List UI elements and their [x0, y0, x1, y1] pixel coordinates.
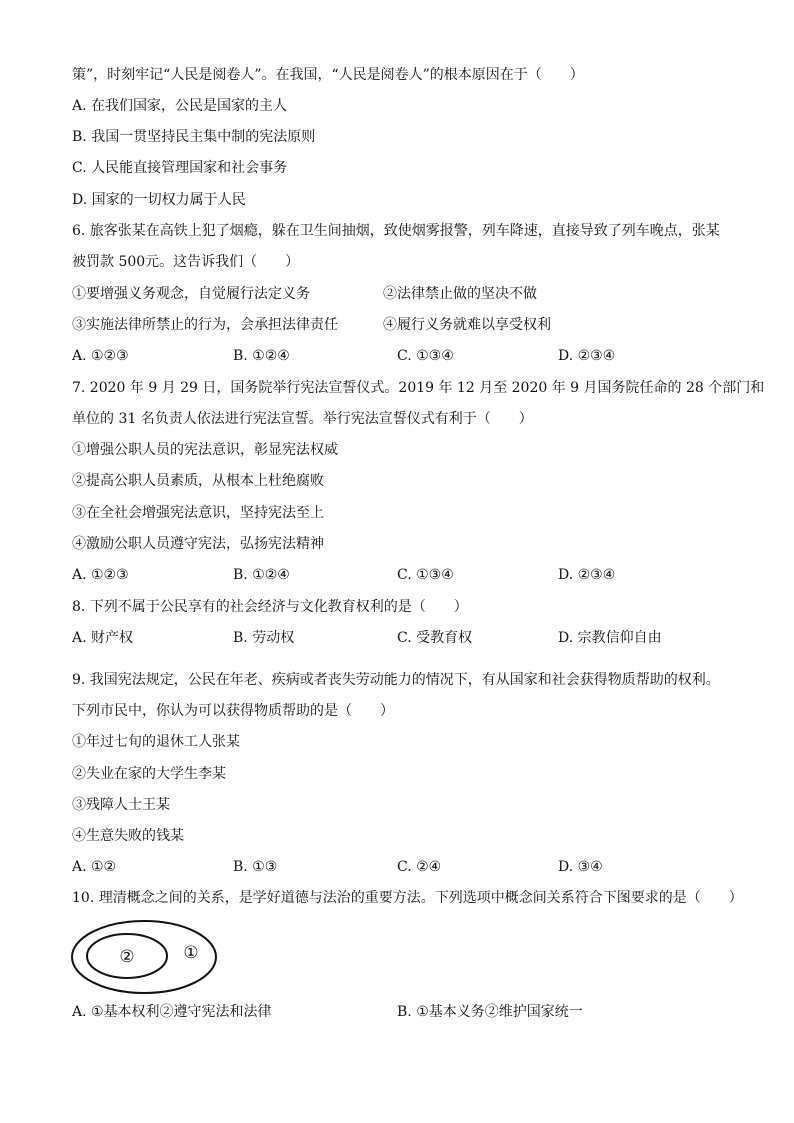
q7-statement-3: ③在全社会增强宪法意识，坚持宪法至上	[72, 505, 324, 521]
q7-stem-line2: 单位的 31 名负责人依法进行宪法宣誓。举行宪法宣誓仪式有利于（ ）	[72, 411, 533, 427]
q7-option-d: D. ②③④	[558, 567, 616, 583]
q7-statement-1: ①增强公职人员的宪法意识，彰显宪法权威	[72, 442, 338, 458]
q6-stem-line2: 被罚款 500元。这告诉我们（ ）	[72, 254, 300, 270]
q6-statement-1: ①要增强义务观念，自觉履行法定义务	[72, 286, 310, 302]
q6-option-c: C. ①③④	[397, 348, 454, 364]
inner-ellipse-label: ②	[119, 947, 135, 967]
q10-stem: 10. 理清概念之间的关系，是学好道德与法治的重要方法。下列选项中概念间关系符合下图要求的是（ ）	[72, 890, 743, 906]
q7-option-b: B. ①②④	[233, 567, 290, 583]
q9-stem-line1: 9. 我国宪法规定，公民在年老、疾病或者丧失劳动能力的情况下，有从国家和社会获得物质帮助的权利。	[72, 672, 720, 688]
q5-option-b: B. 我国一贯坚持民主集中制的宪法原则	[72, 129, 316, 145]
q7-option-c: C. ①③④	[397, 567, 454, 583]
q9-stem-line2: 下列市民中，你认为可以获得物质帮助的是（ ）	[72, 703, 394, 719]
q8-option-d: D. 宗教信仰自由	[558, 630, 662, 646]
q6-option-b: B. ①②④	[233, 348, 290, 364]
q10-option-b: B. ①基本义务②维护国家统一	[397, 1004, 583, 1020]
q8-stem: 8. 下列不属于公民享有的社会经济与文化教育权利的是（ ）	[72, 599, 468, 615]
q10-option-a: A. ①基本权利②遵守宪法和法律	[72, 1004, 272, 1020]
q9-statement-3: ③残障人士王某	[72, 797, 170, 813]
q9-statement-2: ②失业在家的大学生李某	[72, 766, 226, 782]
q5-option-a: A. 在我们国家，公民是国家的主人	[72, 98, 288, 114]
q5-stem-tail: 策”，时刻牢记“人民是阅卷人”。在我国，“人民是阅卷人”的根本原因在于（ ）	[72, 67, 584, 83]
q7-statement-4: ④激励公职人员遵守宪法，弘扬宪法精神	[72, 536, 324, 552]
q9-option-b: B. ①③	[233, 859, 278, 875]
q7-stem-line1: 7. 2020 年 9 月 29 日，国务院举行宪法宣誓仪式。2019 年 12 月至 2020 年 9 月国务院任命的 28 个部门和	[72, 380, 765, 396]
q6-option-d: D. ②③④	[558, 348, 616, 364]
q8-option-c: C. 受教育权	[397, 630, 473, 646]
q9-statement-1: ①年过七旬的退休工人张某	[72, 734, 240, 750]
q7-statement-2: ②提高公职人员素质，从根本上杜绝腐败	[72, 473, 324, 489]
q8-option-b: B. 劳动权	[233, 630, 295, 646]
q9-option-a: A. ①②	[72, 859, 117, 875]
q7-option-a: A. ①②③	[72, 567, 129, 583]
q5-option-c: C. 人民能直接管理国家和社会事务	[72, 160, 288, 176]
outer-ellipse-label: ①	[183, 943, 199, 963]
q5-option-d: D. 国家的一切权力属于人民	[72, 192, 246, 208]
q6-statement-2: ②法律禁止做的坚决不做	[383, 286, 537, 302]
q6-option-a: A. ①②③	[72, 348, 129, 364]
nested-ellipse-diagram	[68, 918, 220, 996]
q6-statement-4: ④履行义务就难以享受权利	[383, 317, 551, 333]
q9-statement-4: ④生意失败的钱某	[72, 828, 184, 844]
q9-option-d: D. ③④	[558, 859, 603, 875]
q6-stem-line1: 6. 旅客张某在高铁上犯了烟瘾，躲在卫生间抽烟，致使烟雾报警，列车降速，直接导致了列车晚点，张某	[72, 223, 720, 239]
q8-option-a: A. 财产权	[72, 630, 134, 646]
q6-statement-3: ③实施法律所禁止的行为，会承担法律责任	[72, 317, 338, 333]
q9-option-c: C. ②④	[397, 859, 442, 875]
